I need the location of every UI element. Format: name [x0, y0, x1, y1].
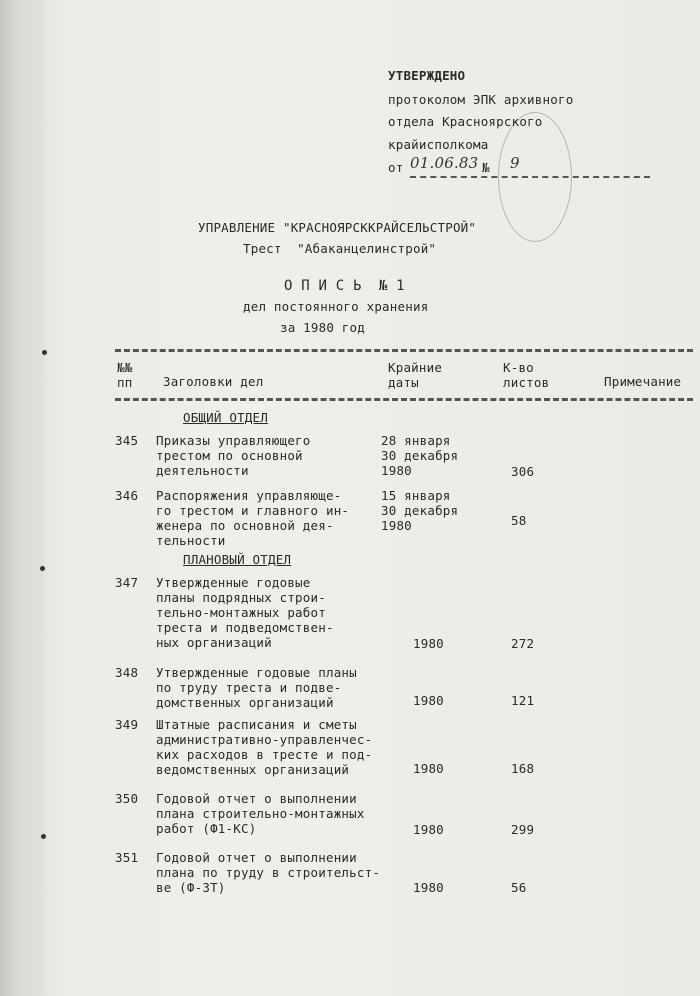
- binding-hole: [41, 834, 46, 839]
- row-sheets: 56: [511, 880, 527, 895]
- row-number: 348: [115, 665, 139, 680]
- column-header-title: Заголовки дел: [163, 374, 264, 389]
- approval-from-label: от: [388, 160, 404, 175]
- binding-hole: [40, 566, 45, 571]
- row-title: Штатные расписания и сметы административно-управленчес- ких расходов в тресте и под- ведомственных организаций: [156, 717, 373, 777]
- row-sheets: 168: [511, 761, 535, 776]
- trust-name: Трест "Абаканцелинстрой": [243, 241, 437, 256]
- row-number: 351: [115, 850, 139, 865]
- row-title: Утвержденные годовые планы подрядных строи- тельно-монтажных работ треста и подведомствен- ных организаций: [156, 575, 334, 650]
- approval-line: отдела Красноярского: [388, 114, 543, 129]
- organization-name: УПРАВЛЕНИЕ "КРАСНОЯРСККРАЙСЕЛЬСТРОЙ": [198, 220, 477, 235]
- row-dates: 1980: [413, 761, 444, 776]
- inventory-subtitle: дел постоянного хранения: [243, 299, 429, 314]
- row-dates: 1980: [413, 880, 444, 895]
- approval-date: 01.06.83: [410, 154, 479, 172]
- table-header-rule: [115, 398, 693, 401]
- approval-title: УТВЕРЖДЕНО: [388, 68, 466, 83]
- row-number: 347: [115, 575, 139, 590]
- binding-hole: [42, 350, 47, 355]
- column-header-sheets: К-во листов: [503, 360, 550, 390]
- row-number: 349: [115, 717, 139, 732]
- row-number: 345: [115, 433, 139, 448]
- approval-number: 9: [510, 154, 520, 172]
- approval-underline: [410, 176, 650, 178]
- row-dates: 28 января 30 декабря 1980: [381, 433, 459, 478]
- row-sheets: 121: [511, 693, 535, 708]
- inventory-year: за 1980 год: [280, 320, 365, 335]
- column-header-note: Примечание: [604, 374, 682, 389]
- row-sheets: 299: [511, 822, 535, 837]
- row-title: Распоряжения управляюще- го трестом и главного ин- женера по основной дея- тельности: [156, 488, 350, 548]
- row-title: Приказы управляющего трестом по основной деятельности: [156, 433, 311, 478]
- inventory-title: О П И С Ь № 1: [284, 278, 405, 294]
- row-number: 346: [115, 488, 139, 503]
- section-heading: ПЛАНОВЫЙ ОТДЕЛ: [183, 552, 292, 567]
- approval-line: крайисполкома: [388, 137, 489, 152]
- approval-number-label: №: [482, 160, 490, 175]
- row-sheets: 58: [511, 513, 527, 528]
- row-title: Утвержденные годовые планы по труду треста и подве- домственных организаций: [156, 665, 357, 710]
- section-heading: ОБЩИЙ ОТДЕЛ: [183, 410, 268, 425]
- row-dates: 1980: [413, 822, 444, 837]
- row-dates: 15 января 30 декабря 1980: [381, 488, 459, 533]
- row-number: 350: [115, 791, 139, 806]
- column-header-dates: Крайние даты: [388, 360, 443, 390]
- row-title: Годовой отчет о выполнении плана строительно-монтажных работ (Ф1-КС): [156, 791, 365, 836]
- approval-line: протоколом ЭПК архивного: [388, 92, 574, 107]
- row-title: Годовой отчет о выполнении плана по труду в строительст- ве (Ф-3Т): [156, 850, 381, 895]
- table-top-rule: [115, 349, 693, 352]
- column-header-num: №№ пп: [117, 360, 133, 390]
- row-sheets: 306: [511, 464, 535, 479]
- row-sheets: 272: [511, 636, 535, 651]
- row-dates: 1980: [413, 693, 444, 708]
- paper-edge: [0, 0, 44, 996]
- row-dates: 1980: [413, 636, 444, 651]
